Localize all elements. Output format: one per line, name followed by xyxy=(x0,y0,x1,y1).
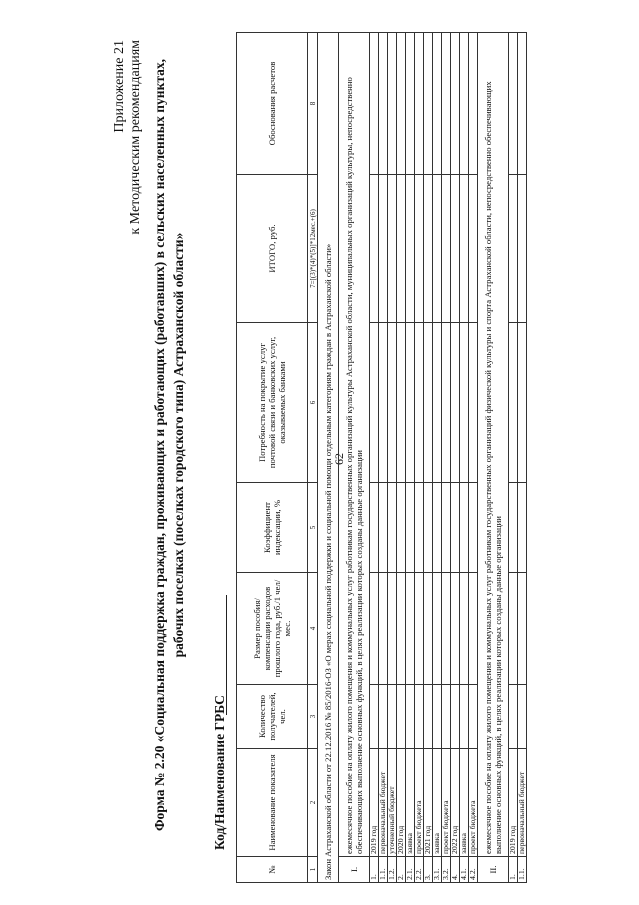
empty-cell xyxy=(370,573,379,685)
row-label: 2020 год xyxy=(397,749,406,857)
row-label: заявка xyxy=(433,749,442,857)
empty-cell xyxy=(442,483,451,573)
empty-cell xyxy=(370,685,379,749)
header-cell: Обоснования расчетов xyxy=(237,33,308,175)
empty-cell xyxy=(509,483,518,573)
empty-cell xyxy=(370,483,379,573)
table-row xyxy=(451,33,460,883)
empty-cell xyxy=(415,33,424,175)
empty-cell xyxy=(388,175,397,323)
row-number: 2.1. xyxy=(406,857,415,883)
empty-cell xyxy=(469,175,478,323)
table-row xyxy=(509,33,518,883)
empty-cell xyxy=(424,323,433,483)
page-number: 62 xyxy=(332,453,346,465)
header-cell: Потребность на покрытие услуг почтовой связи и банковских услуг, оказываемых банками xyxy=(237,323,308,483)
empty-cell xyxy=(379,323,388,483)
empty-cell xyxy=(424,33,433,175)
row-number: 2.2. xyxy=(415,857,424,883)
section-row xyxy=(339,33,370,883)
empty-cell xyxy=(433,175,442,323)
empty-cell xyxy=(518,573,527,685)
empty-cell xyxy=(433,685,442,749)
empty-cell xyxy=(433,483,442,573)
empty-cell xyxy=(424,685,433,749)
row-number: 3. xyxy=(424,857,433,883)
table-row xyxy=(518,33,527,883)
section-text: ежемесячное пособие на оплату жилого помещения и коммунальных услуг работникам государственных организаций культуры Астраханской области, муниципальных организаций культуры, непосредственно обеспечивающих выполнение основных функций, в целях реализации которых созданы данные организации xyxy=(339,33,370,857)
empty-cell xyxy=(451,33,460,175)
empty-cell xyxy=(469,323,478,483)
empty-cell xyxy=(518,685,527,749)
row-label: проект бюджета xyxy=(469,749,478,857)
empty-cell xyxy=(451,175,460,323)
header-cell: Размер пособия/компенсации расходов прошлого года, руб./1 чел/мес. xyxy=(237,573,308,685)
header-cell: Количество получателей, чел. xyxy=(237,685,308,749)
row-number: 1. xyxy=(370,857,379,883)
law-cell: Закон Астраханской области от 22.12.2016 № 85/2016-ОЗ «О мерах социальной поддержки и социальной помощи отдельным категориям граждан в Астраханской области» xyxy=(318,33,339,883)
empty-cell xyxy=(397,483,406,573)
empty-cell xyxy=(469,685,478,749)
empty-cell xyxy=(509,573,518,685)
empty-cell xyxy=(424,175,433,323)
empty-cell xyxy=(370,33,379,175)
empty-cell xyxy=(406,33,415,175)
row-label: заявка xyxy=(406,749,415,857)
section-number: I. xyxy=(339,857,370,883)
empty-cell xyxy=(379,33,388,175)
empty-cell xyxy=(442,573,451,685)
empty-cell xyxy=(415,483,424,573)
table-row xyxy=(370,33,379,883)
column-number: 8 xyxy=(308,33,318,175)
empty-cell xyxy=(460,483,469,573)
empty-cell xyxy=(451,483,460,573)
table-row xyxy=(406,33,415,883)
empty-cell xyxy=(509,175,518,323)
row-number: 3.1. xyxy=(433,857,442,883)
empty-cell xyxy=(388,685,397,749)
empty-cell xyxy=(460,33,469,175)
table-body xyxy=(318,33,527,883)
row-number: 1. xyxy=(509,857,518,883)
empty-cell xyxy=(406,175,415,323)
row-number: 4.2. xyxy=(469,857,478,883)
empty-cell xyxy=(388,33,397,175)
appendix-line-2: к Методическим рекомендациям xyxy=(128,40,143,235)
empty-cell xyxy=(379,573,388,685)
empty-cell xyxy=(442,685,451,749)
empty-cell xyxy=(509,33,518,175)
empty-cell xyxy=(460,175,469,323)
empty-cell xyxy=(509,685,518,749)
row-label: 2019 год xyxy=(509,749,518,857)
empty-cell xyxy=(397,175,406,323)
column-number-row xyxy=(308,33,318,883)
column-number: 1 xyxy=(308,857,318,883)
empty-cell xyxy=(509,323,518,483)
empty-cell xyxy=(442,323,451,483)
table-row xyxy=(388,33,397,883)
empty-cell xyxy=(397,573,406,685)
empty-cell xyxy=(460,323,469,483)
empty-cell xyxy=(442,175,451,323)
row-number: 4. xyxy=(451,857,460,883)
column-number: 5 xyxy=(308,483,318,573)
form-title: Форма № 2.20 «Социальная поддержка граждан, проживающих и работающих (работавших) в сельских населенных пунктах, рабочих поселках (поселках городского типа) Астраханской области» xyxy=(152,58,186,832)
empty-cell xyxy=(518,33,527,175)
row-label: уточненный бюджет xyxy=(388,749,397,857)
empty-cell xyxy=(406,685,415,749)
empty-cell xyxy=(460,573,469,685)
header-row xyxy=(237,33,308,883)
empty-cell xyxy=(370,175,379,323)
empty-cell xyxy=(379,685,388,749)
table-row xyxy=(397,33,406,883)
row-label: заявка xyxy=(460,749,469,857)
empty-cell xyxy=(388,573,397,685)
row-label: первоначальный бюджет xyxy=(518,749,527,857)
empty-cell xyxy=(379,175,388,323)
empty-cell xyxy=(518,483,527,573)
table-row xyxy=(433,33,442,883)
empty-cell xyxy=(518,175,527,323)
table-row xyxy=(415,33,424,883)
column-number: 2 xyxy=(308,749,318,857)
table-row xyxy=(379,33,388,883)
empty-cell xyxy=(469,483,478,573)
row-label: первоначальный бюджет xyxy=(379,749,388,857)
empty-cell xyxy=(406,573,415,685)
row-label: 2022 год xyxy=(451,749,460,857)
grbs-underline xyxy=(226,595,227,715)
empty-cell xyxy=(397,323,406,483)
column-number: 4 xyxy=(308,573,318,685)
section-text: ежемесячное пособие на оплату жилого помещения и коммунальных услуг работникам государственных организаций физической культуры и спорта Астраханской области, непосредственно обеспечивающих выполнение основных функций, в целях реализации которых созданы данные организации xyxy=(478,33,509,857)
row-number: 4.1. xyxy=(460,857,469,883)
grbs-label: Код/Наименование ГРБС xyxy=(212,695,227,850)
empty-cell xyxy=(415,175,424,323)
row-number: 3.2. xyxy=(442,857,451,883)
data-table xyxy=(236,32,527,883)
header-cell: Коэффициент индексации, % xyxy=(237,483,308,573)
empty-cell xyxy=(379,483,388,573)
column-number: 6 xyxy=(308,323,318,483)
empty-cell xyxy=(451,323,460,483)
empty-cell xyxy=(424,573,433,685)
empty-cell xyxy=(397,685,406,749)
row-number: 1.1. xyxy=(518,857,527,883)
empty-cell xyxy=(406,323,415,483)
table-row xyxy=(469,33,478,883)
empty-cell xyxy=(406,483,415,573)
empty-cell xyxy=(433,33,442,175)
empty-cell xyxy=(415,685,424,749)
section-number: II. xyxy=(478,857,509,883)
empty-cell xyxy=(415,323,424,483)
row-number: 1.2. xyxy=(388,857,397,883)
empty-cell xyxy=(388,483,397,573)
empty-cell xyxy=(370,323,379,483)
row-label: 2021 год xyxy=(424,749,433,857)
section-row xyxy=(478,33,509,883)
empty-cell xyxy=(451,573,460,685)
row-label: 2019 год xyxy=(370,749,379,857)
empty-cell xyxy=(469,33,478,175)
appendix-line-1: Приложение 21 xyxy=(112,40,127,133)
empty-cell xyxy=(397,33,406,175)
table-row xyxy=(424,33,433,883)
empty-cell xyxy=(460,685,469,749)
header-cell: № xyxy=(237,857,308,883)
empty-cell xyxy=(388,323,397,483)
empty-cell xyxy=(415,573,424,685)
law-row xyxy=(318,33,339,883)
column-number: 3 xyxy=(308,685,318,749)
row-label: проект бюджета xyxy=(415,749,424,857)
table-row xyxy=(442,33,451,883)
row-number: 1.1. xyxy=(379,857,388,883)
header-cell: Наименование показателя xyxy=(237,749,308,857)
empty-cell xyxy=(518,323,527,483)
column-number: 7=[(3)*(4)*(5)]*12мес.+(6) xyxy=(308,175,318,323)
empty-cell xyxy=(433,573,442,685)
empty-cell xyxy=(442,33,451,175)
header-cell: ИТОГО, руб. xyxy=(237,175,308,323)
empty-cell xyxy=(433,323,442,483)
empty-cell xyxy=(469,573,478,685)
row-label: проект бюджета xyxy=(442,749,451,857)
row-number: 2. xyxy=(397,857,406,883)
empty-cell xyxy=(424,483,433,573)
empty-cell xyxy=(451,685,460,749)
table-row xyxy=(460,33,469,883)
